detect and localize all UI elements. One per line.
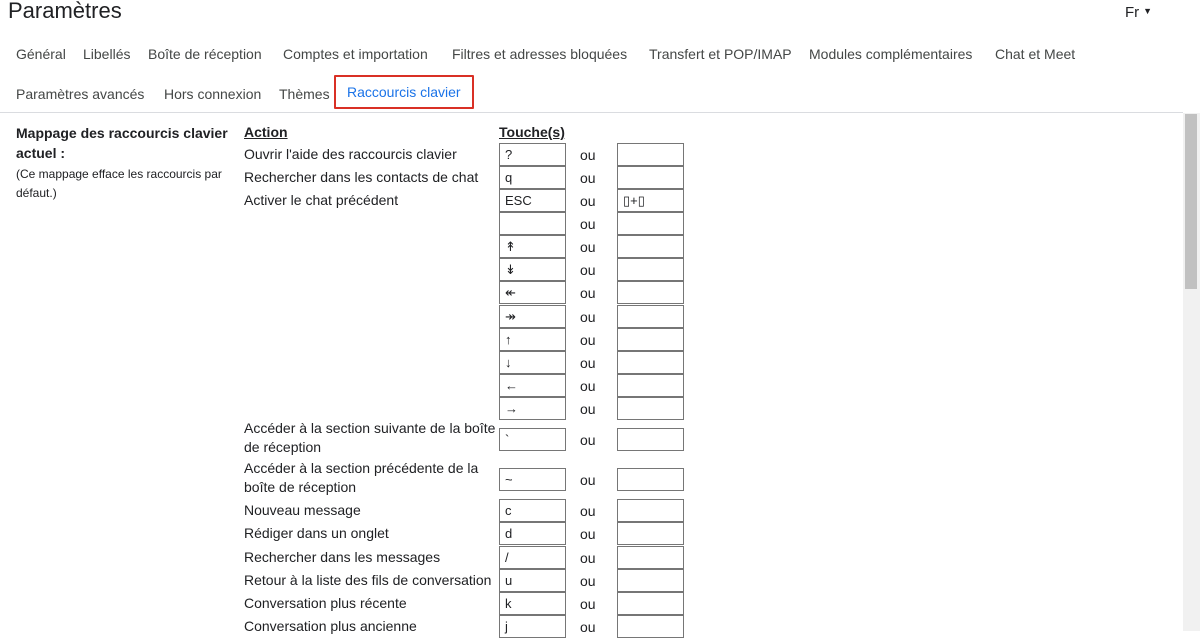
shortcut-alt-key-input[interactable] <box>617 468 684 491</box>
shortcut-action: Rechercher dans les messages <box>244 549 441 565</box>
shortcut-action: Conversation plus récente <box>244 595 407 611</box>
shortcut-alt-key-input[interactable] <box>617 281 684 304</box>
shortcut-alt-key-input[interactable] <box>617 374 684 397</box>
shortcut-key-input[interactable]: d <box>499 522 566 545</box>
or-label: ou <box>580 573 596 589</box>
shortcut-alt-key-input[interactable] <box>617 305 684 328</box>
or-label: ou <box>580 401 596 417</box>
shortcut-action: Accéder à la section suivante de la boîte de réception <box>244 420 496 455</box>
shortcut-key-input[interactable]: ↠ <box>499 305 566 328</box>
shortcut-action: Nouveau message <box>244 502 361 518</box>
or-label: ou <box>580 332 596 348</box>
shortcut-action: Conversation plus ancienne <box>244 618 417 634</box>
shortcut-key-input[interactable]: ↓ <box>499 351 566 374</box>
shortcut-key-input[interactable]: u <box>499 569 566 592</box>
or-label: ou <box>580 472 596 488</box>
or-label: ou <box>580 355 596 371</box>
tab-filters[interactable]: Filtres et adresses bloquées <box>452 46 628 62</box>
or-label: ou <box>580 309 596 325</box>
or-label: ou <box>580 503 596 519</box>
divider <box>0 112 1183 113</box>
shortcut-action: Retour à la liste des fils de conversation <box>244 572 492 588</box>
page-title: Paramètres <box>8 0 122 23</box>
shortcut-key-input[interactable]: ↞ <box>499 281 566 304</box>
scrollbar-thumb[interactable] <box>1185 114 1197 289</box>
or-label: ou <box>580 526 596 542</box>
or-label: ou <box>580 239 596 255</box>
shortcut-key-input[interactable]: ↡ <box>499 258 566 281</box>
tab-general[interactable]: Général <box>16 46 66 62</box>
language-label: Fr <box>1125 4 1140 21</box>
shortcut-alt-key-input[interactable] <box>617 212 684 235</box>
shortcut-action: Accéder à la section précédente de la boîte de réception <box>244 460 479 495</box>
or-label: ou <box>580 147 596 163</box>
settings-tabs <box>0 0 1200 112</box>
shortcut-alt-key-input[interactable] <box>617 522 684 545</box>
shortcut-key-input[interactable]: ← <box>499 374 566 397</box>
shortcut-key-input[interactable]: ` <box>499 428 566 451</box>
shortcut-key-input[interactable]: / <box>499 546 566 569</box>
tab-inbox[interactable]: Boîte de réception <box>148 46 262 62</box>
shortcut-key-input[interactable]: j <box>499 615 566 638</box>
tab-forwarding[interactable]: Transfert et POP/IMAP <box>649 46 792 62</box>
shortcut-alt-key-input[interactable] <box>617 592 684 615</box>
mapping-label <box>16 123 238 203</box>
tab-addons[interactable]: Modules complémentaires <box>809 46 973 62</box>
shortcut-key-input[interactable]: → <box>499 397 566 420</box>
shortcut-action: Rechercher dans les contacts de chat <box>244 169 479 185</box>
tab-themes[interactable]: Thèmes <box>279 86 330 102</box>
shortcut-alt-key-input[interactable] <box>617 499 684 522</box>
shortcut-key-input[interactable]: q <box>499 166 566 189</box>
or-label: ou <box>580 432 596 448</box>
shortcut-alt-key-input[interactable]: ▯+▯ <box>617 189 684 212</box>
shortcut-alt-key-input[interactable] <box>617 235 684 258</box>
tab-shortcuts[interactable]: Raccourcis clavier <box>334 75 474 109</box>
mapping-title: Mappage des raccourcis clavier actuel : <box>16 125 228 161</box>
shortcut-alt-key-input[interactable] <box>617 166 684 189</box>
or-label: ou <box>580 170 596 186</box>
or-label: ou <box>580 596 596 612</box>
or-label: ou <box>580 285 596 301</box>
shortcut-alt-key-input[interactable] <box>617 258 684 281</box>
shortcut-alt-key-input[interactable] <box>617 569 684 592</box>
column-header-keys: Touche(s) <box>499 124 565 140</box>
column-header-action: Action <box>244 124 288 140</box>
shortcut-alt-key-input[interactable] <box>617 143 684 166</box>
tab-accounts[interactable]: Comptes et importation <box>283 46 428 62</box>
tab-chat[interactable]: Chat et Meet <box>995 46 1076 62</box>
or-label: ou <box>580 550 596 566</box>
shortcut-alt-key-input[interactable] <box>617 615 684 638</box>
mapping-note: (Ce mappage efface les raccourcis par défaut.) <box>16 167 222 200</box>
scrollbar[interactable] <box>1183 113 1200 631</box>
shortcut-key-input[interactable]: c <box>499 499 566 522</box>
or-label: ou <box>580 619 596 635</box>
shortcut-alt-key-input[interactable] <box>617 546 684 569</box>
shortcut-key-input[interactable]: ? <box>499 143 566 166</box>
caret-down-icon: ▼ <box>1143 6 1153 16</box>
or-label: ou <box>580 193 596 209</box>
shortcut-key-input[interactable]: k <box>499 592 566 615</box>
shortcut-key-input[interactable] <box>499 212 566 235</box>
tab-offline[interactable]: Hors connexion <box>164 86 262 102</box>
shortcut-key-input[interactable]: ~ <box>499 468 566 491</box>
shortcut-key-input[interactable]: ↟ <box>499 235 566 258</box>
or-label: ou <box>580 378 596 394</box>
shortcut-key-input[interactable]: ESC <box>499 189 566 212</box>
tab-labels[interactable]: Libellés <box>83 46 131 62</box>
or-label: ou <box>580 262 596 278</box>
shortcut-action: Ouvrir l'aide des raccourcis clavier <box>244 146 457 162</box>
or-label: ou <box>580 216 596 232</box>
shortcut-alt-key-input[interactable] <box>617 397 684 420</box>
tab-advanced[interactable]: Paramètres avancés <box>16 86 145 102</box>
shortcut-key-input[interactable]: ↑ <box>499 328 566 351</box>
shortcut-action: Activer le chat précédent <box>244 192 399 208</box>
shortcut-action: Rédiger dans un onglet <box>244 525 389 541</box>
shortcut-alt-key-input[interactable] <box>617 428 684 451</box>
shortcut-alt-key-input[interactable] <box>617 328 684 351</box>
shortcut-alt-key-input[interactable] <box>617 351 684 374</box>
